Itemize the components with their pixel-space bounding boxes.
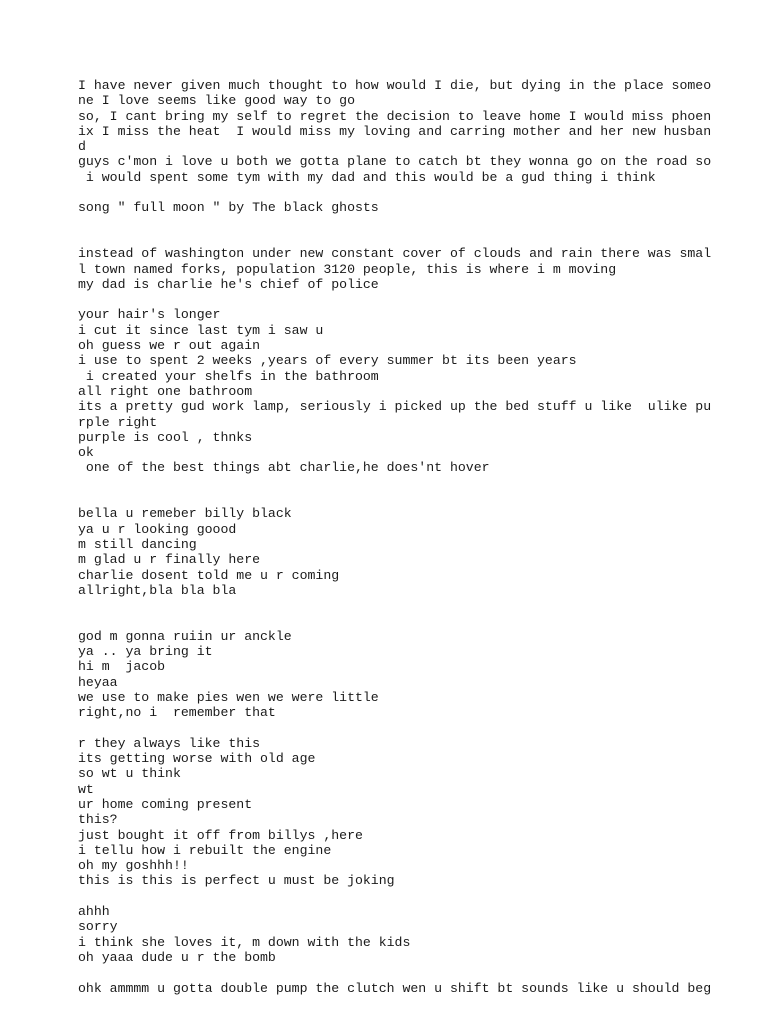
text-line (78, 965, 718, 980)
text-line: allright,bla bla bla (78, 582, 237, 598)
text-line: i created your shelfs in the bathroom (78, 368, 379, 384)
text-line: r they always like this (78, 735, 261, 751)
text-line: i cut it since last tym i saw u (78, 322, 324, 338)
text-line: god m gonna ruiin ur anckle (78, 628, 292, 644)
text-line: guys c'mon i love u both we gotta plane to catch bt they wonna go on the road so (78, 154, 712, 170)
text-line: l town named forks, population 3120 people, this is where i m moving (78, 261, 617, 277)
text-line: right,no i remember that (78, 705, 276, 721)
text-line (78, 231, 718, 246)
text-line: purple is cool , thnks (78, 429, 253, 445)
text-line: all right one bathroom (78, 383, 253, 399)
text-line: hi m jacob (78, 659, 166, 675)
text-line (78, 216, 718, 231)
text-line (78, 185, 718, 200)
text-line: just bought it off from billys ,here (78, 827, 363, 843)
text-line: oh yaaa dude u r the bomb (78, 949, 276, 965)
text-line: i use to spent 2 weeks ,years of every summer bt its been years (78, 353, 577, 369)
text-line: bella u remeber billy black (78, 506, 292, 522)
text-line: its getting worse with old age (78, 751, 316, 767)
text-line: i think she loves it, m down with the kids (78, 934, 411, 950)
text-line (78, 613, 718, 628)
text-line (78, 598, 718, 613)
text-line: ahhh (78, 904, 110, 920)
text-line: d (78, 139, 86, 155)
text-line (78, 476, 718, 491)
text-line: this? (78, 812, 118, 828)
text-line: this is this is perfect u must be joking (78, 873, 395, 889)
text-line: oh guess we r out again (78, 338, 261, 354)
text-line: oh my goshhh!! (78, 858, 189, 874)
text-line: sorry (78, 919, 118, 935)
text-line: ya u r looking goood (78, 521, 237, 537)
text-line: ne I love seems like good way to go (78, 93, 355, 109)
text-line (78, 889, 718, 904)
text-line: its a pretty gud work lamp, seriously i picked up the bed stuff u like ulike pu (78, 399, 712, 415)
text-line: my dad is charlie he's chief of police (78, 276, 379, 292)
text-line: your hair's longer (78, 307, 221, 323)
text-line: ur home coming present (78, 796, 253, 812)
text-line (78, 292, 718, 307)
text-line: I have never given much thought to how would I die, but dying in the place someo (78, 78, 712, 93)
text-line: ya .. ya bring it (78, 643, 213, 659)
text-line: i would spent some tym with my dad and this would be a gud thing i think (78, 169, 656, 185)
text-line (78, 491, 718, 506)
text-line: ok (78, 445, 94, 461)
document-body (78, 78, 718, 996)
text-line: charlie dosent told me u r coming (78, 567, 340, 583)
text-line: one of the best things abt charlie,he does'nt hover (78, 460, 490, 476)
text-line (78, 720, 718, 735)
text-line: we use to make pies wen we were little (78, 689, 379, 705)
text-line: so, I cant bring my self to regret the decision to leave home I would miss phoen (78, 108, 712, 124)
text-line: heyaa (78, 674, 118, 690)
text-line: ohk ammmm u gotta double pump the clutch wen u shift bt sounds like u should beg (78, 980, 712, 996)
text-line: song " full moon " by The black ghosts (78, 200, 379, 216)
text-line: rple right (78, 414, 158, 430)
text-line: m glad u r finally here (78, 552, 261, 568)
text-line: m still dancing (78, 536, 197, 552)
text-line: ix I miss the heat I would miss my loving and carring mother and her new husban (78, 123, 712, 139)
text-line: wt (78, 781, 94, 797)
text-line: instead of washington under new constant cover of clouds and rain there was smal (78, 246, 712, 262)
text-line: so wt u think (78, 766, 181, 782)
text-line: i tellu how i rebuilt the engine (78, 842, 332, 858)
